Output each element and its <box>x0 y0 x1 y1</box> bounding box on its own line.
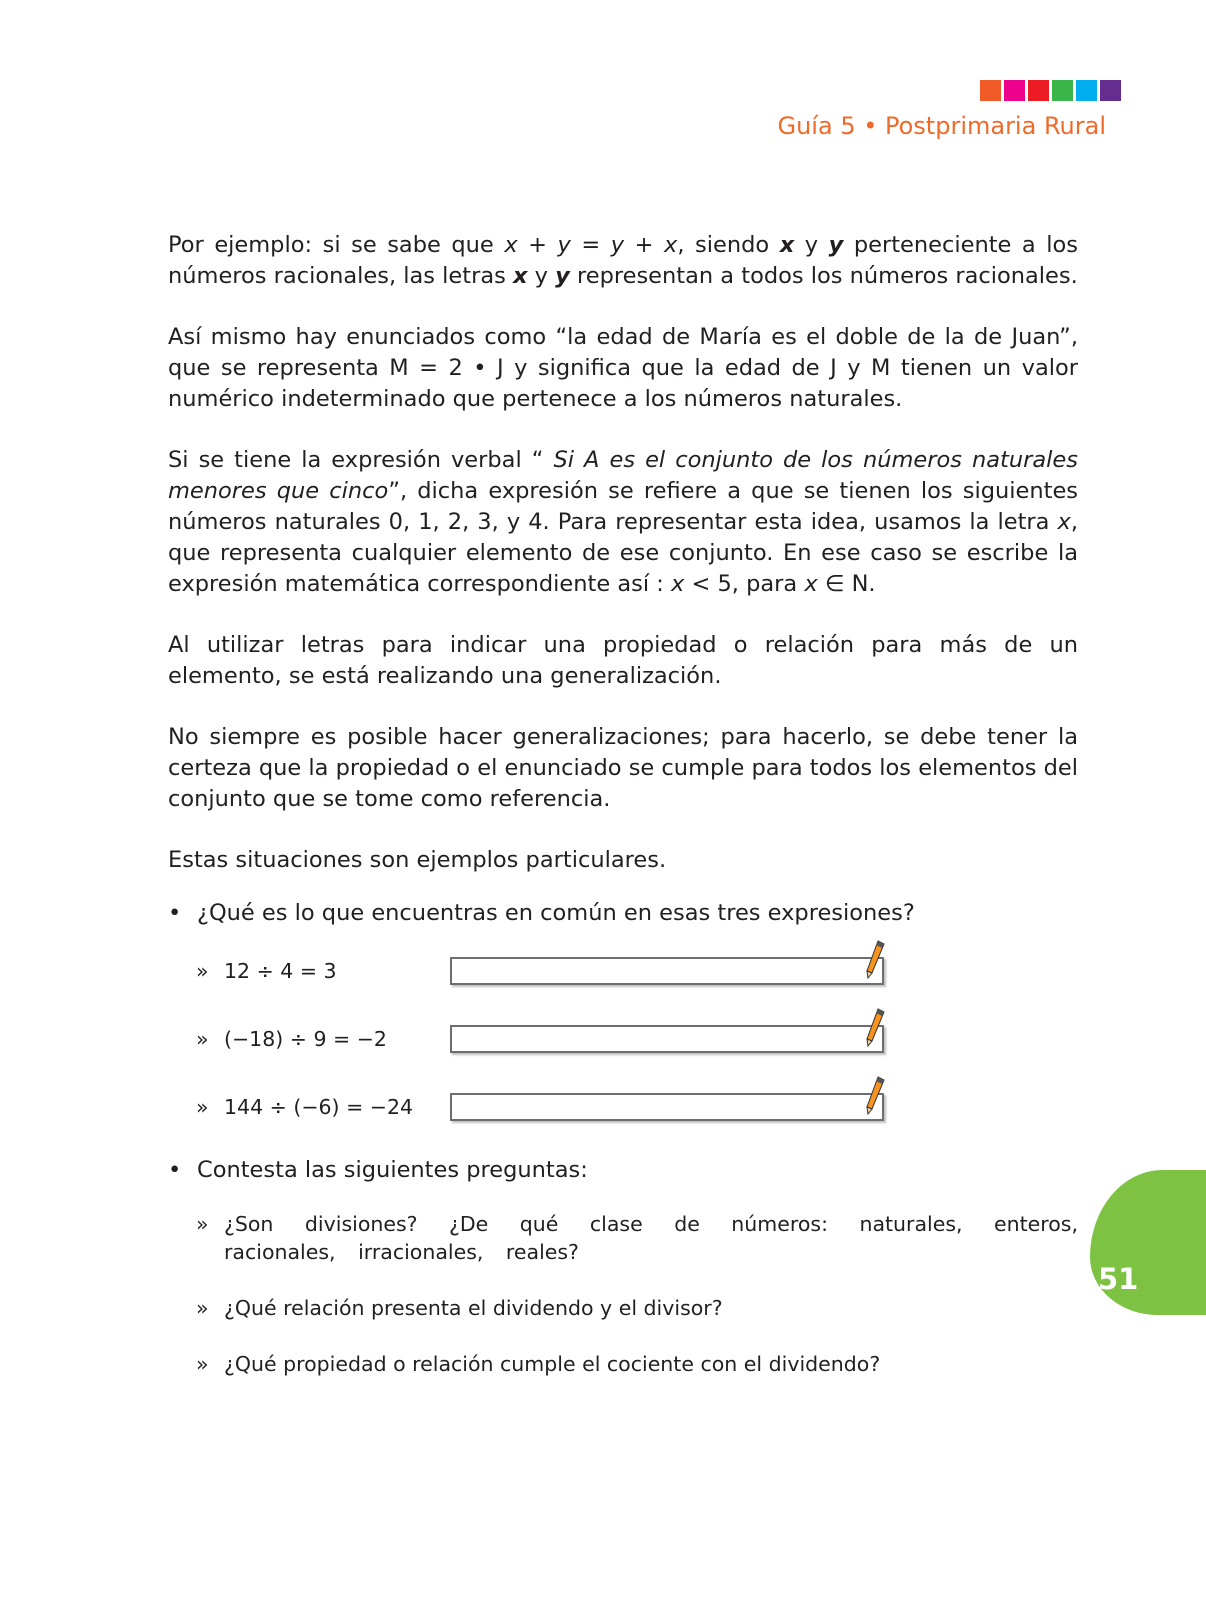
answer-box[interactable] <box>450 957 884 985</box>
question-item <box>168 1294 1078 1322</box>
variable-x: x <box>513 263 528 289</box>
chevron-marker: » <box>196 1352 209 1376</box>
expression-text: 12 ÷ 4 = 3 <box>224 959 337 983</box>
chevron-marker: » <box>196 1095 209 1119</box>
question-text: ¿Qué propiedad o relación cumple el cociente con el dividendo? <box>224 1352 881 1376</box>
paragraph-2: Así mismo hay enunciados como “la edad de María es el doble de la de Juan”, que se representa M = 2 • J y significa que la edad de J y M tienen un valor numérico indeterminado que pertenece a los números naturales. <box>168 324 1078 412</box>
math-expression: x + y = y + x <box>504 232 678 258</box>
color-squares <box>980 80 1121 101</box>
color-square <box>1076 80 1097 101</box>
main-content <box>168 230 1078 1406</box>
bullet-dot: • <box>168 900 182 926</box>
paragraph-5: No siempre es posible hacer generalizaciones; para hacerlo, se debe tener la certeza que la propiedad o el enunciado se cumple para todos los elementos del conjunto que se tome como referencia. <box>168 724 1078 812</box>
pencil-icon <box>864 1075 886 1115</box>
bullet-text: ¿Qué es lo que encuentras en común en esas tres expresiones? <box>197 900 915 926</box>
variable-x: x <box>1057 509 1071 535</box>
chevron-marker: » <box>196 1296 209 1320</box>
pencil-icon <box>864 1007 886 1047</box>
question-item <box>168 1210 1078 1266</box>
expression-row <box>168 1005 1078 1073</box>
color-square <box>1052 80 1073 101</box>
chevron-marker: » <box>196 959 209 983</box>
bullet-item <box>168 898 1078 929</box>
question-text: ¿Qué relación presenta el dividendo y el divisor? <box>224 1296 723 1320</box>
variable-x: x <box>779 232 795 258</box>
color-square <box>1028 80 1049 101</box>
bullet-text: Contesta las siguientes preguntas: <box>197 1157 588 1183</box>
chevron-marker: » <box>196 1027 209 1051</box>
answer-box[interactable] <box>450 1093 884 1121</box>
answer-box[interactable] <box>450 1025 884 1053</box>
text: y <box>527 263 556 289</box>
text: , que representa cualquier elemento de ese conjunto. En ese caso se escribe la expresión matemática correspondiente así : <box>168 509 1078 597</box>
variable-y: y <box>828 232 844 258</box>
color-square <box>1100 80 1121 101</box>
text: representan a todos los números racionales. <box>569 263 1078 289</box>
paragraph-1 <box>168 230 1078 292</box>
expression-row <box>168 1073 1078 1141</box>
header-title: Guía 5 • Postprimaria Rural <box>777 112 1106 140</box>
question-list <box>168 1210 1078 1378</box>
paragraph-3 <box>168 445 1078 600</box>
paragraph-6: Estas situaciones son ejemplos particulares. <box>168 847 667 873</box>
pencil-icon <box>864 939 886 979</box>
expression-list <box>168 937 1078 1141</box>
bullet-item <box>168 1155 1078 1186</box>
color-square <box>980 80 1001 101</box>
variable-x: x <box>804 571 818 597</box>
color-square <box>1004 80 1025 101</box>
text: < 5, para <box>684 571 805 597</box>
paragraph-4: Al utilizar letras para indicar una propiedad o relación para más de un elemento, se está realizando una generalización. <box>168 632 1078 689</box>
expression-text: (−18) ÷ 9 = −2 <box>224 1027 387 1051</box>
text: perteneciente a los números racionales, las letras <box>168 232 1078 289</box>
text: Por ejemplo: si se sabe que <box>168 232 505 258</box>
expression-row <box>168 937 1078 1005</box>
italic-statement: Si A es el conjunto de los números naturales menores que cinco <box>168 447 1078 504</box>
bullet-dot: • <box>168 1157 182 1183</box>
page-number: 51 <box>1098 1262 1139 1296</box>
text: , siendo <box>677 232 780 258</box>
text: y <box>794 232 829 258</box>
question-item <box>168 1350 1078 1378</box>
text: ∈ N. <box>817 571 876 597</box>
chevron-marker: » <box>196 1212 209 1236</box>
text: ”, dicha expresión se refiere a que se tienen los siguientes números naturales 0, 1, 2, 3, y 4. Para representar esta idea, usamos la letra <box>168 478 1079 535</box>
question-text: ¿Son divisiones? ¿De qué clase de números: naturales, enteros, racionales, irracionales, reales? <box>224 1212 1078 1264</box>
expression-text: 144 ÷ (−6) = −24 <box>224 1095 414 1119</box>
variable-y: y <box>555 263 570 289</box>
text: Si se tiene la expresión verbal “ <box>168 447 554 473</box>
variable-x: x <box>670 571 685 597</box>
